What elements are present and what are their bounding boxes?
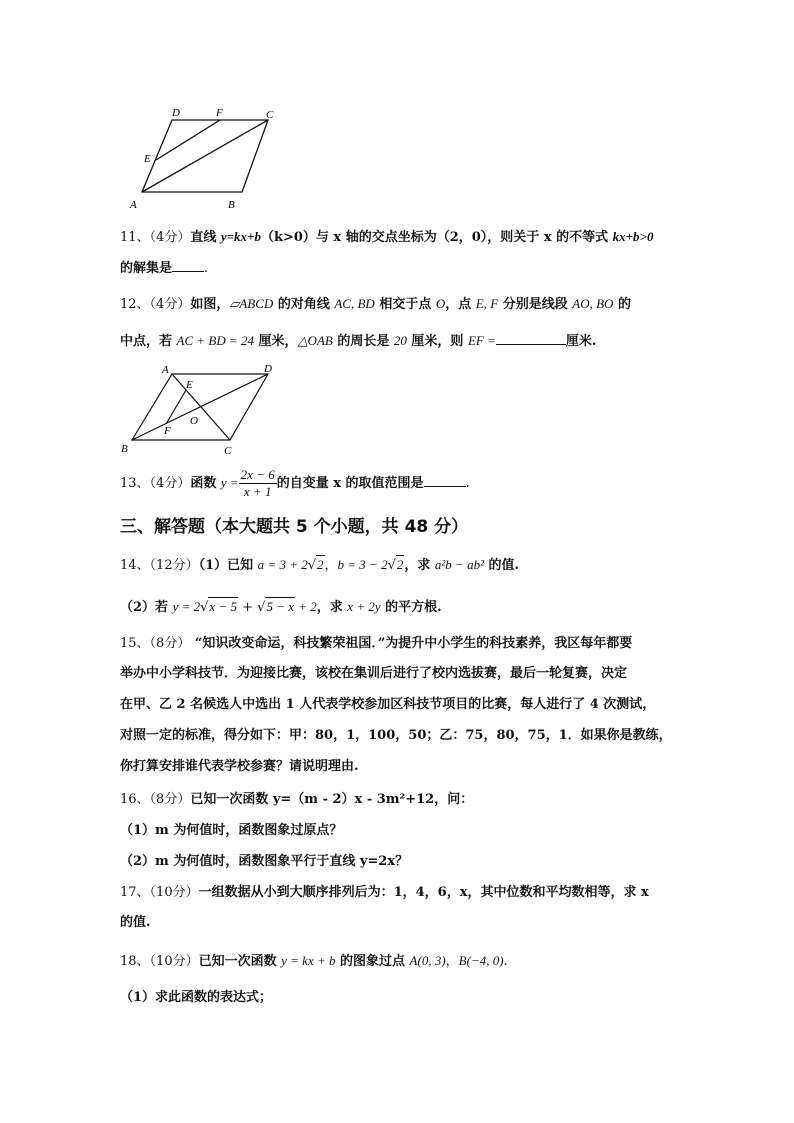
q14-tail: + 2 xyxy=(294,599,317,614)
numerator: 2x − 6 xyxy=(240,467,275,482)
q17-line1: 一组数据从小到大顺序排列后为：1，4，6，x，其中位数和平均数相等，求 x xyxy=(198,885,649,900)
q12-l2b: 厘米， xyxy=(254,334,298,349)
q18-point-b: B(−4, 0) xyxy=(458,953,504,968)
question-18 xyxy=(120,952,508,971)
question-number: 11、 xyxy=(120,230,150,245)
q12-text5: 分别是线段 xyxy=(498,297,573,312)
section-heading: 三、解答题（本大题共 5 个小题，共 48 分） xyxy=(120,517,469,537)
q12-point-o: O xyxy=(435,296,446,311)
q11-text2: 与 x 轴的交点坐标为（2，0），则关于 x 的不等式 xyxy=(315,230,613,245)
question-number: 18、 xyxy=(120,954,150,969)
figure-parallelogram-2 xyxy=(118,362,288,458)
q14-plus: + xyxy=(237,600,258,615)
answer-blank xyxy=(172,259,204,272)
q13-y: y = xyxy=(220,475,239,490)
q12-points-ef: E, F xyxy=(475,296,499,311)
radical-sign: √ xyxy=(307,558,317,573)
q12-l2c: 的周长是 xyxy=(332,334,394,349)
score: （12分） xyxy=(149,558,199,573)
question-number: 13、 xyxy=(120,476,150,491)
answer-blank xyxy=(424,474,466,487)
q17-line2: 的值. xyxy=(120,915,151,930)
q12-perimeter: 20 xyxy=(393,333,407,348)
score: （10分） xyxy=(149,954,199,969)
score: （4分） xyxy=(149,297,191,312)
question-11 xyxy=(120,228,653,247)
q15-line4: 对照一定的标准，得分如下：甲：80，1，100，50；乙：75，80，75，1．如果你是教练， xyxy=(120,728,672,743)
label-e: E xyxy=(144,153,151,165)
question-number: 14、 xyxy=(120,558,150,573)
question-number: 16、 xyxy=(120,792,150,807)
q13-text1: 函数 xyxy=(190,476,221,491)
q14-rad-a: 2 xyxy=(317,557,324,572)
q12-text3: 相交于点 xyxy=(374,297,436,312)
q14-ask: x + 2y xyxy=(347,599,381,614)
label-f: F xyxy=(216,107,223,119)
q12-l2a: 中点，若 xyxy=(120,334,177,349)
question-16 xyxy=(120,791,473,809)
segment-ef xyxy=(156,120,220,160)
q12-text1: 如图， xyxy=(190,297,230,312)
radical-sign: √ xyxy=(200,600,209,615)
q11-text3: 的解集是 xyxy=(120,261,173,276)
q12-diag: AC, BD xyxy=(334,296,375,311)
q16-line1: 已知一次函数 y=（m - 2）x - 3m²+12，问： xyxy=(190,792,474,807)
q14-p1-end-a: ，求 xyxy=(404,558,435,573)
denominator: x + 1 xyxy=(243,484,272,499)
question-17 xyxy=(120,884,649,902)
radical-sign: √ xyxy=(257,600,266,615)
q11-end: . xyxy=(204,261,209,276)
q14-p2-c: 的平方根. xyxy=(380,600,442,615)
question-13 xyxy=(120,466,470,501)
q12-segments: AO, BO xyxy=(572,296,614,311)
q14-r1: x − 5 xyxy=(209,599,237,614)
q18-line2: （1）求此函数的表达式； xyxy=(120,990,273,1005)
q18-t1: 已知一次函数 xyxy=(198,954,282,969)
q12-sum: AC + BD = 24 xyxy=(176,333,255,348)
question-12 xyxy=(120,295,631,314)
q11-cond: （k>0） xyxy=(260,230,316,245)
question-number: 15、 xyxy=(120,636,150,651)
q14-expr: a²b − ab² xyxy=(434,557,484,572)
question-12-line2 xyxy=(120,332,596,351)
label-b: B xyxy=(228,199,235,211)
q12-para: ▱ABCD xyxy=(229,296,274,311)
q18-end: . xyxy=(503,954,508,969)
q12-text4: ，点 xyxy=(445,297,476,312)
q14-rad-b: 2 xyxy=(396,557,404,572)
label-d: D xyxy=(264,363,272,375)
q18-t2: 的图象过点 xyxy=(335,954,410,969)
q14-p1: （1）已知 xyxy=(198,558,258,573)
q16-line3: （2）m 为何值时，函数图象平行于直线 y=2x？ xyxy=(120,854,409,869)
question-number: 17、 xyxy=(120,885,150,900)
q14-b: b = 3 − 2 xyxy=(337,557,388,572)
q12-ef: EF = xyxy=(467,333,496,348)
q18-point-a: A(0, 3) xyxy=(409,953,446,968)
label-a: A xyxy=(130,199,137,211)
label-d: D xyxy=(172,107,180,119)
label-o: O xyxy=(190,415,198,427)
q18-sep: ， xyxy=(445,954,459,969)
q15-line2: 举办中小学科技节．为迎接比赛，该校在集训后进行了校内选拔赛，最后一轮复赛，决定 xyxy=(120,666,628,681)
label-a: A xyxy=(162,364,169,376)
q12-l2d: 厘米，则 xyxy=(406,334,468,349)
score: （8分） xyxy=(149,792,191,807)
score: （4分） xyxy=(149,230,191,245)
q15-line1: “知识改变命运，科技繁荣祖国．”为提升中小学生的科技素养，我区每年都要 xyxy=(190,636,633,651)
question-15 xyxy=(120,635,632,653)
diagonal-ac xyxy=(142,120,268,192)
question-11-line2 xyxy=(120,259,208,278)
q14-p2: （2）若 xyxy=(120,600,173,615)
q14-y: y = 2 xyxy=(172,599,201,614)
radical-sign: √ xyxy=(387,558,396,573)
q12-l2e: 厘米. xyxy=(565,334,597,349)
score: （4分） xyxy=(149,476,191,491)
q15-line3: 在甲、乙 2 名候选人中选出 1 人代表学校参加区科技节项目的比赛，每人进行了 4 次测试， xyxy=(120,697,656,712)
q11-expr2: kx+b>0 xyxy=(612,229,654,244)
score: （8分） xyxy=(149,636,191,651)
q15-line5: 你打算安排谁代表学校参赛？请说明理由. xyxy=(120,759,359,774)
q16-line2: （1）m 为何值时，函数图象过原点？ xyxy=(120,823,343,838)
score: （10分） xyxy=(149,885,199,900)
q14-p2-b: ，求 xyxy=(316,600,348,615)
q12-text6: 的 xyxy=(613,297,631,312)
fraction xyxy=(239,467,277,500)
q11-text: 直线 xyxy=(190,230,221,245)
answer-blank xyxy=(496,332,566,345)
q12-text2: 的对角线 xyxy=(273,297,335,312)
question-14 xyxy=(120,555,519,575)
figure-parallelogram-1 xyxy=(128,104,278,214)
label-c: C xyxy=(224,445,232,457)
diagonal-ac xyxy=(172,374,230,440)
q14-sep: ， xyxy=(324,558,338,573)
question-number: 12、 xyxy=(120,297,150,312)
q13-end: . xyxy=(465,476,470,491)
question-14-part2 xyxy=(120,597,442,617)
label-b: B xyxy=(121,443,128,455)
q18-function: y = kx + b xyxy=(281,953,336,968)
q11-expr1: y=kx+b xyxy=(220,229,261,244)
q13-text2: 的自变量 x 的取值范围是 xyxy=(276,476,424,491)
q12-tri: △OAB xyxy=(297,333,333,348)
label-e: E xyxy=(186,379,193,391)
q14-a: a = 3 + 2 xyxy=(257,557,308,572)
label-c: C xyxy=(266,109,274,121)
q14-r2: 5 − x xyxy=(266,599,294,614)
q14-p1-end-b: 的值. xyxy=(483,558,520,573)
label-f: F xyxy=(164,425,171,437)
